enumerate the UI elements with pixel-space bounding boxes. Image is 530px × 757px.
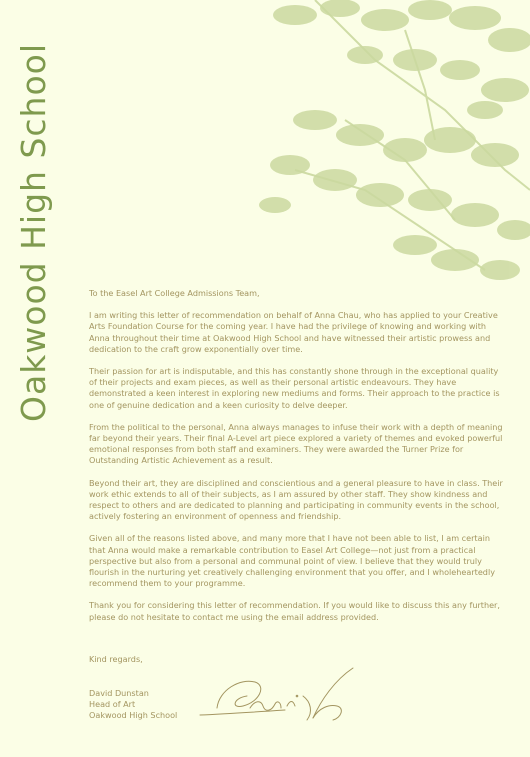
letter-paragraph: Beyond their art, they are disciplined and conscientious and a general pleasure to have in class. Their work ethic extends to all of their subjects, as I am assured by other staff. They show kindness and respect to others and are dedicated to planning and participating in community events in the school, actively fostering an environment of openness and friendship. — [89, 477, 503, 522]
letter-closing: Kind regards, — [89, 654, 143, 664]
letter-paragraph: Given all of the reasons listed above, and many more that I have not been able to list, I am certain that Anna would make a remarkable contribution to Easel Art College—not just from a practical perspective but also from a personal and communal point of view. I believe that they would truly flourish in the nurturing yet creatively challenging environment that you offer, and I wholeheartedly recommend them to your programme. — [89, 533, 495, 589]
letter-body — [89, 288, 504, 634]
letter-paragraph: Thank you for considering this letter of recommendation. If you would like to discuss this any further, please do not hesitate to contact me using the email address provided. — [89, 600, 500, 622]
letter-paragraph: I am writing this letter of recommendation on behalf of Anna Chau, who has applied to your Creative Arts Foundation Course for the coming year. I have had the privilege of knowing and working with Anna throughout their time at Oakwood High School and have witnessed their artistic prowess and dedication to the craft grow exponentially over time. — [89, 310, 498, 354]
letter-greeting: To the Easel Art College Admissions Team, — [89, 288, 260, 298]
signer-name: David Dunstan — [89, 688, 149, 698]
tree-foliage-decoration — [255, 0, 530, 285]
school-name: Oakwood High School — [14, 42, 53, 422]
signer-organization: Oakwood High School — [89, 710, 178, 720]
signer-block — [89, 688, 177, 721]
letter-paragraph: Their passion for art is indisputable, and this has constantly shone through in the exceptional quality of their projects and exam pieces, as well as their personal artistic endeavours. They have demonstrated a keen interest in exploring new mediums and forms. Their approach to the practice is one of genuine dedication and a keen curiosity to delve deeper. — [89, 366, 500, 410]
signer-title: Head of Art — [89, 699, 136, 709]
letter-paragraph: From the political to the personal, Anna always manages to infuse their work with a depth of meaning far beyond their years. Their final A-Level art piece explored a variety of themes and evoked powerful emotional responses from both staff and examiners. They were awarded the Turner Prize for Outstanding Artistic Achievement as a result. — [89, 421, 503, 466]
handwritten-signature — [195, 660, 370, 732]
